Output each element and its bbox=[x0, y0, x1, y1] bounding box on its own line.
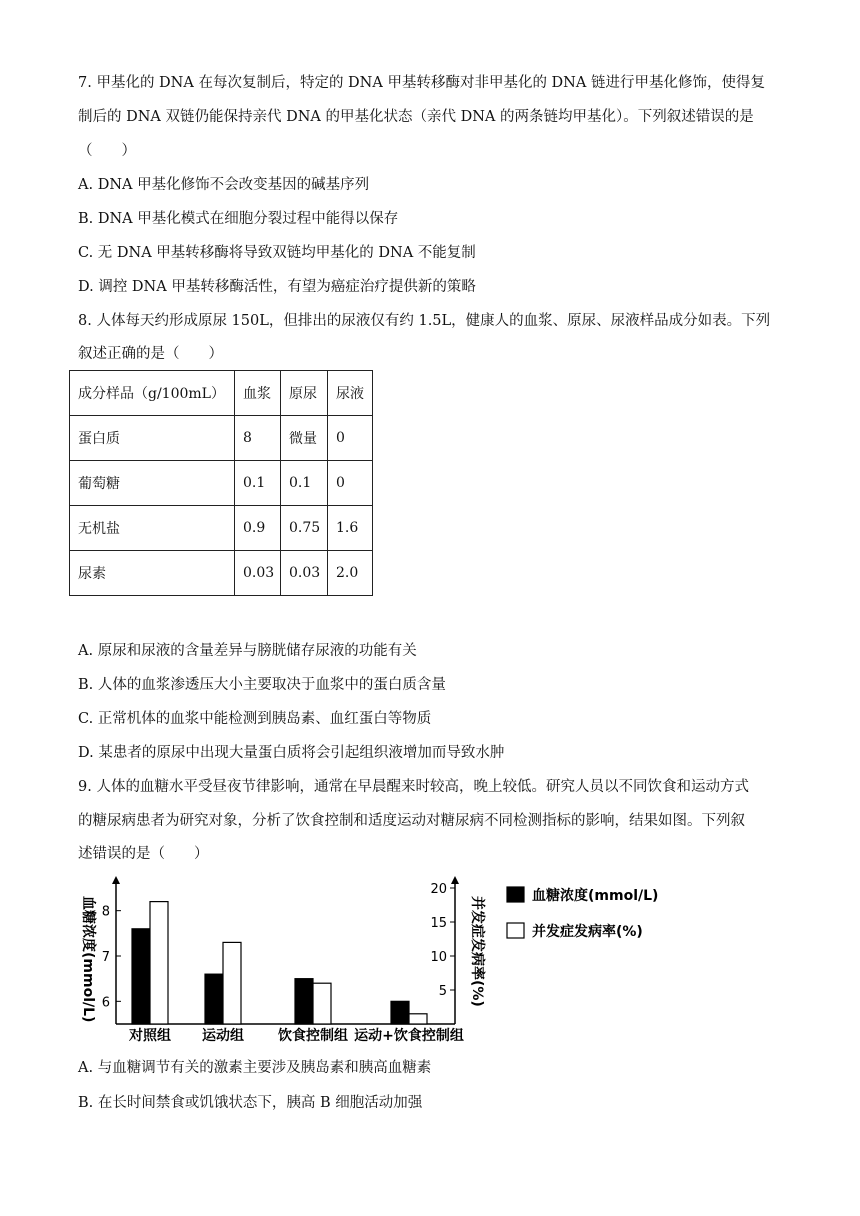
table-header-cell: 成分样品（g/100mL） bbox=[70, 371, 235, 416]
table-cell: 无机盐 bbox=[70, 506, 235, 551]
category-label: 对照组 bbox=[129, 1028, 171, 1044]
q7-stem-line2: 制后的 DNA 双链仍能保持亲代 DNA 的甲基化状态（亲代 DNA 的两条链均甲基化）。下列叙述错误的是 bbox=[78, 109, 754, 125]
table-header-cell: 尿液 bbox=[328, 371, 373, 416]
legend-label: 血糖浓度(mmol/L) bbox=[532, 888, 659, 904]
bar-complication-rate bbox=[313, 983, 331, 1024]
table-row bbox=[70, 461, 373, 506]
bar-complication-rate bbox=[409, 1014, 427, 1024]
q7-stem-line1: 7. 甲基化的 DNA 在每次复制后，特定的 DNA 甲基转移酶对非甲基化的 DNA 链进行甲基化修饰，使得复 bbox=[78, 75, 765, 91]
table-cell: 2.0 bbox=[328, 551, 373, 596]
table-cell: 0 bbox=[328, 416, 373, 461]
right-tick-label: 5 bbox=[438, 984, 447, 999]
table-header-cell: 血浆 bbox=[235, 371, 281, 416]
table-header-row bbox=[70, 371, 373, 416]
q9-bar-chart bbox=[70, 868, 690, 1048]
table-row bbox=[70, 551, 373, 596]
table-cell: 0.9 bbox=[235, 506, 281, 551]
table-cell: 0.1 bbox=[235, 461, 281, 506]
right-axis-label: 并发症发病率(%) bbox=[469, 896, 485, 1007]
left-axis-label: 血糖浓度(mmol/L) bbox=[80, 896, 96, 1023]
q9-option-b: B. 在长时间禁食或饥饿状态下，胰高 B 细胞活动加强 bbox=[78, 1095, 423, 1111]
legend-swatch bbox=[507, 923, 524, 938]
bar-blood-glucose bbox=[295, 979, 313, 1024]
q8-option-c: C. 正常机体的血浆中能检测到胰岛素、血红蛋白等物质 bbox=[78, 711, 432, 727]
table-cell: 葡萄糖 bbox=[70, 461, 235, 506]
table-row bbox=[70, 416, 373, 461]
right-tick-label: 10 bbox=[430, 950, 447, 965]
bar-blood-glucose bbox=[132, 929, 150, 1024]
table-cell: 0.75 bbox=[281, 506, 328, 551]
legend-label: 并发症发病率(%) bbox=[532, 924, 643, 940]
table-row bbox=[70, 506, 373, 551]
q9-stem-line3: 述错误的是（ ） bbox=[78, 846, 209, 862]
q9-stem-line2: 的糖尿病患者为研究对象，分析了饮食控制和适度运动对糖尿病不同检测指标的影响，结果如图。下列叙 bbox=[78, 813, 745, 829]
left-tick-label: 6 bbox=[101, 995, 110, 1011]
table-cell: 0.03 bbox=[281, 551, 328, 596]
category-label: 运动+饮食控制组 bbox=[354, 1028, 464, 1044]
q8-stem-line2: 叙述正确的是（ ） bbox=[78, 346, 223, 362]
q8-stem-line1: 8. 人体每天约形成原尿 150L，但排出的尿液仅有约 1.5L，健康人的血浆、原尿、尿液样品成分如表。下列 bbox=[78, 313, 771, 329]
right-tick-label: 15 bbox=[430, 916, 447, 931]
right-axis-arrow bbox=[451, 876, 459, 884]
table-cell: 0 bbox=[328, 461, 373, 506]
table-header-cell: 原尿 bbox=[281, 371, 328, 416]
bar-blood-glucose bbox=[205, 974, 223, 1024]
q8-option-b: B. 人体的血浆渗透压大小主要取决于血浆中的蛋白质含量 bbox=[78, 677, 446, 693]
right-tick-label: 20 bbox=[430, 882, 447, 897]
table-cell: 1.6 bbox=[328, 506, 373, 551]
q7-option-d: D. 调控 DNA 甲基转移酶活性，有望为癌症治疗提供新的策略 bbox=[78, 279, 476, 295]
table-cell: 0.03 bbox=[235, 551, 281, 596]
q8-option-a: A. 原尿和尿液的含量差异与膀胱储存尿液的功能有关 bbox=[78, 643, 417, 659]
bar-blood-glucose bbox=[391, 1001, 409, 1024]
table-cell: 微量 bbox=[281, 416, 328, 461]
legend-swatch bbox=[507, 887, 524, 902]
bar-complication-rate bbox=[223, 942, 241, 1024]
q8-option-d: D. 某患者的原尿中出现大量蛋白质将会引起组织液增加而导致水肿 bbox=[78, 745, 505, 761]
q7-option-b: B. DNA 甲基化模式在细胞分裂过程中能得以保存 bbox=[78, 211, 399, 227]
q7-stem-line3: （ ） bbox=[78, 143, 136, 159]
left-tick-label: 8 bbox=[101, 904, 110, 920]
q9-option-a: A. 与血糖调节有关的激素主要涉及胰岛素和胰高血糖素 bbox=[78, 1060, 432, 1076]
q7-option-a: A. DNA 甲基化修饰不会改变基因的碱基序列 bbox=[78, 177, 370, 193]
table-cell: 8 bbox=[235, 416, 281, 461]
table-cell: 0.1 bbox=[281, 461, 328, 506]
q7-option-c: C. 无 DNA 甲基转移酶将导致双链均甲基化的 DNA 不能复制 bbox=[78, 245, 476, 261]
left-tick-label: 7 bbox=[101, 950, 110, 965]
category-label: 饮食控制组 bbox=[278, 1028, 348, 1044]
q8-composition-table bbox=[69, 370, 373, 596]
bar-complication-rate bbox=[150, 902, 168, 1024]
q9-stem-line1: 9. 人体的血糖水平受昼夜节律影响，通常在早晨醒来时较高，晚上较低。研究人员以不同饮食和运动方式 bbox=[78, 779, 749, 795]
category-label: 运动组 bbox=[202, 1028, 244, 1044]
left-axis-arrow bbox=[112, 876, 120, 884]
table-cell: 尿素 bbox=[70, 551, 235, 596]
table-cell: 蛋白质 bbox=[70, 416, 235, 461]
